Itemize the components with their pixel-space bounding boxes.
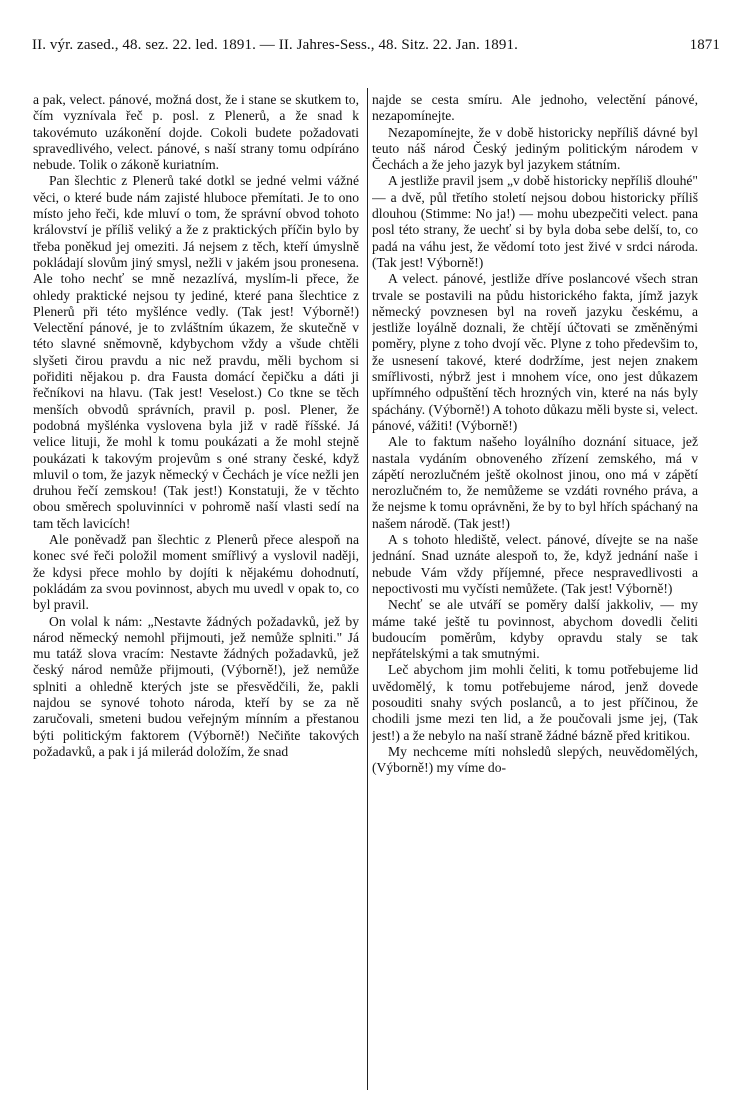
page-number: 1871 bbox=[689, 37, 720, 53]
paragraph: a pak, velect. pánové, možná dost, že i stane se skutkem to, čím vyznívala řeč p. posl. z Plenerů, a že snad k takovémuto uzákonění dojde. Cokoli budete požadovati spravedlivého, velect. pánové, s naší strany tomu odpíráno nebude. Tolik o zákoně kuriatním. bbox=[33, 92, 359, 173]
column-divider bbox=[367, 88, 368, 1090]
paragraph: Pan šlechtic z Plenerů také dotkl se jedné velmi vážné věci, o které bude nám zajisté hluboce přemítati. Je to ono místo jeho řeči, kde mluví o tom, že správní obvod tohoto království je příliš veliký a že z praktických příčin bylo by třeba poněkud jej omeziti. Já nejsem z těch, kteří úmyslně pokládají slovům jiný smysl, nežli v jakém jsou pronesena. Ale toho nechť se mně nezazlívá, myslím-li přece, že ohledy praktické nejsou ty jediné, které pana šlechtice z Plenerů při této myšlénce vedly. (Tak jest! Výborně!) Velectění pánové, je to zvláštním úkazem, že skutečně v této slavné sněmovně, kdybychom vždy a všude chtěli slyšeti čirou pravdu a nic než pravdu, měli bychom si pořiditi nějakou p. dra Fausta domácí čepičku a dáti ji řečníkovi na hlavu. (Tak jest! Veselost.) Co tkne se těch menších obvodů správních, pravil p. posl. Plener, že podobná myšlénka vyslovena byla již v radě říšské. Já velice lituji, že mohl k tomu poukázati a že mohl stejně poukázati k takovým projevům s oné strany české, když mluvil o tom, že jazyk německý v Čechách je více nežli jen druhou řečí zemskou! (Tak jest!) Konstatuji, že v těchto obou směrech spoluvinníci v pohromě naší vlasti sedí na tam těch lavicích! bbox=[33, 173, 359, 531]
paragraph: Nechť se ale utváří se poměry další jakkoliv, — my máme také ještě tu povinnost, abychom dovedli čeliti budoucím poměrům, kdyby opravdu staly se tak nepřátelskými a tak smutnými. bbox=[372, 597, 698, 662]
paragraph: My nechceme míti nohsledů slepých, neuvědomělých, (Výborně!) my víme do- bbox=[372, 743, 698, 776]
left-column bbox=[33, 92, 359, 1092]
paragraph: Leč abychom jim mohli čeliti, k tomu potřebujeme lid uvědomělý, k tomu potřebujeme národ, jenž dovede posouditi snahy svých poslanců, a to jest příčinou, že chodili jsme mezi ten lid, a že poučovali jsme jej, (Tak jest!) a že nebylo na naší straně žádné bázně před kritikou. bbox=[372, 662, 698, 743]
paragraph: Ale to faktum našeho loyálního doznání situace, jež nastala vydáním obnoveného zřízení zemského, má v zápětí nerozlučném ještě okolnost jinou, ono má v zápětí nerozlučném to, že nemůžeme se vzdáti rovného práva, a že nejsme k tomu oprávněni, že by to byl hřích spáchaný na našem národě. (Tak jest!) bbox=[372, 434, 698, 531]
paragraph: A s tohoto hlediště, velect. pánové, dívejte se na naše jednání. Snad uznáte alespoň to, že, když jednání naše i nebude Vám vždy příjemné, přece nespravedlivosti a nepoctivosti mu vyčísti nemůžete. (Tak jest! Výborně!) bbox=[372, 532, 698, 596]
running-header bbox=[32, 28, 720, 62]
right-column bbox=[372, 92, 698, 1092]
paragraph: On volal k nám: „Nestavte žádných požadavků, jež by národ německý nemohl přijmouti, jež nemůže splniti." Já mu tatáž slova vracím: Nestavte žádných požadavků, jež český národ nemůže přijmouti, (Výborně!), jež nemůže splniti a ohledně kterých jste se přesvědčili, že, pakli najdou se synové tohoto národa, kteří by se za ně zaručovali, smeteni budou veřejným mínním a přestanou býti politickým faktorem (Výborně!) Nečiňte takových požadavků, a pak i já milerád doložím, že snad bbox=[33, 613, 359, 759]
paragraph: Nezapomínejte, že v době historicky nepříliš dávné byl teuto náš národ Český jediným politickým národem v Čechách a že jeho jazyk byl jazykem státním. bbox=[372, 124, 698, 173]
header-session-info: II. výr. zased., 48. sez. 22. led. 1891. — II. Jahres-Sess., 48. Sitz. 22. Jan. 1891. bbox=[32, 37, 518, 53]
paragraph: najde se cesta smíru. Ale jednoho, velectění pánové, nezapomínejte. bbox=[372, 92, 698, 124]
paragraph: A jestliže pravil jsem „v době historicky nepříliš dlouhé" — a dvě, půl třetího století nejsou dobou historicky příliš dlouhou (Stimme: No ja!) — mohu ubezpečiti velect. pana posl této strany, že uechť si by byla doba sebe delší, to, co padá na váhu jest, že vědomí toto jest živé v srdci národa. (Tak jest! Výborně!) bbox=[372, 173, 698, 270]
paragraph: Ale poněvadž pan šlechtic z Plenerů přece alespoň na konec své řeči položil moment smířlivý a vyslovil naději, že kdysi přece mohlo by dojíti k nějakému dohodnutí, pokládám za svou povinnost, abych mu uvedl v opak to, co byl pravil. bbox=[33, 532, 359, 613]
paragraph: A velect. pánové, jestliže dříve poslancové všech stran trvale se postavili na půdu historického fakta, jímž jazyk německý povznesen byl na roveň jazyku českému, a jestliže loyálně doznali, že chtějí účtovati se změněnými poměry, plyne z toho dvojí věc. Plyne z toho předevšim to, že usnesení takové, které dodržíme, jest nejen znakem smířlivosti, nýbrž jest i mnohem více, ono jest důkazem upřímného odpuštění těch hrozných vin, které na nás byly spáchány. (Výborně!) A tohoto důkazu měli byste si, velect. pánové, vážiti! (Výborně!) bbox=[372, 271, 698, 433]
